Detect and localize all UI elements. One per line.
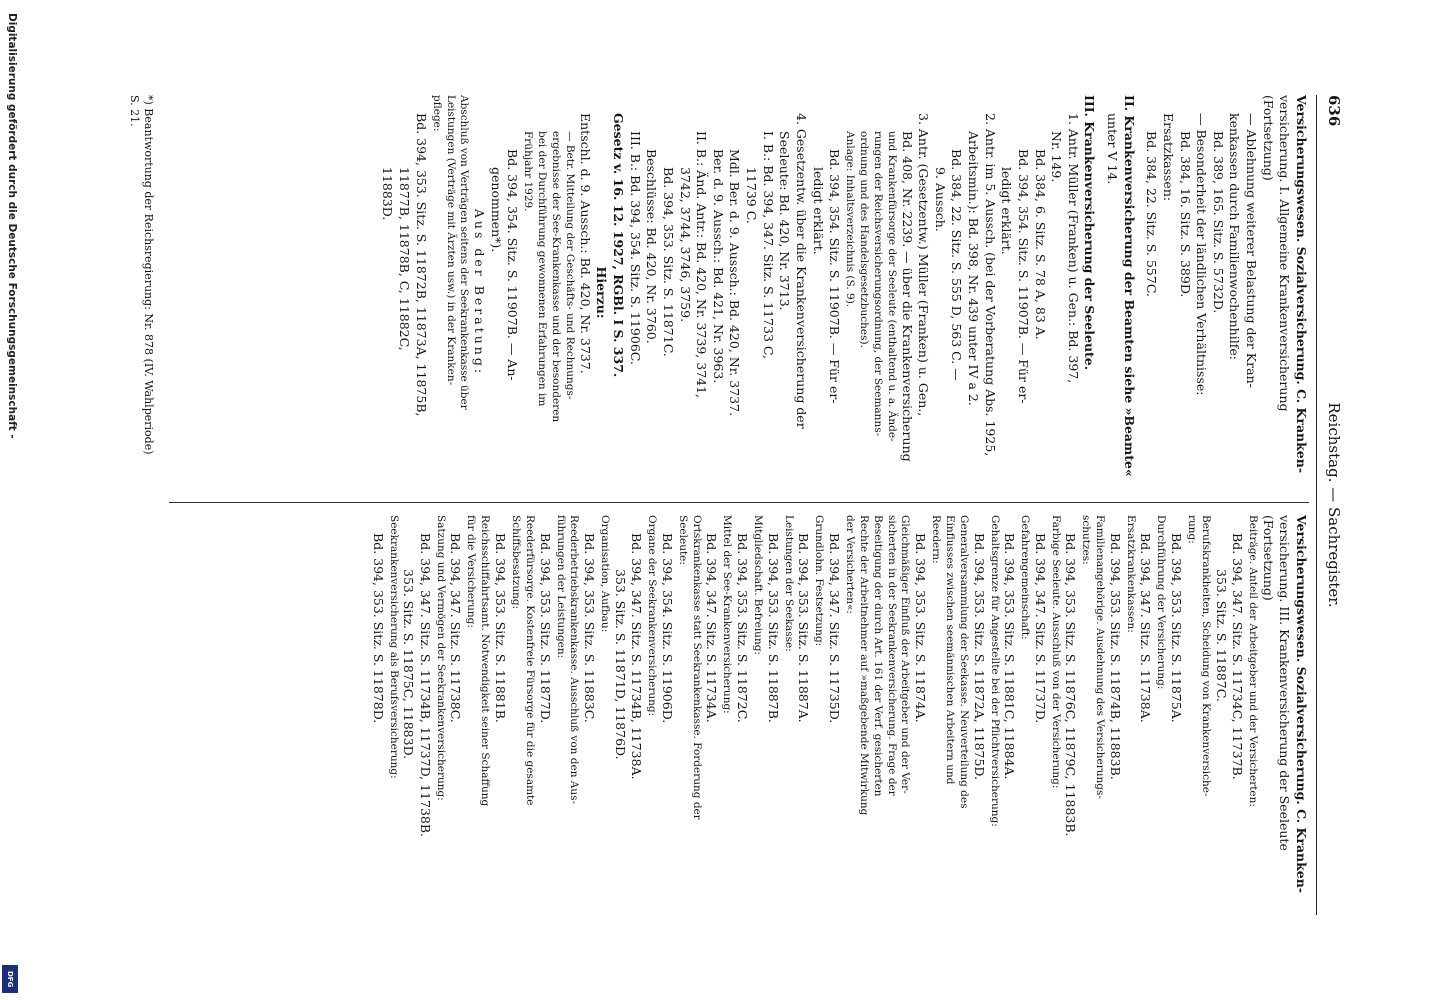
left-column-line: Bd. 384, 22. Sitz. S. 557C.: [1144, 131, 1160, 297]
left-column-line: 4. Gesetzentw. über die Krankenversicherung der: [793, 113, 809, 429]
left-column-line: Bd. 394, 354. Sitz. S. 11907B. — Für er-: [827, 149, 843, 404]
right-column-line: Generalversammlung der Seekasse. Neuverteilung des: [957, 515, 970, 809]
left-column-line: (Fortsetzung): [1260, 95, 1276, 181]
column-divider: [169, 502, 1309, 503]
left-column-line: Versicherungswesen. Sozialversicherung. C. Kranken-: [1294, 95, 1309, 474]
right-column-line: (Fortsetzung): [1260, 515, 1276, 601]
right-column-line: Bd. 394, 353. Sitz. S. 11887B.: [765, 533, 781, 723]
right-column-line: Ortskrankenkasse statt Seekrankenkasse. Forderung der: [690, 515, 703, 820]
right-column-line: Bd. 394, 353. Sitz. S. 11872A, 11875D.: [971, 533, 987, 780]
right-column-line: Einflusses zwischen seemännischen Arbeitern und: [944, 515, 957, 785]
header-rule: [1316, 95, 1317, 915]
right-column: [369, 515, 1309, 910]
right-column-line: Mitgliedschaft. Befreiung:: [751, 515, 764, 655]
right-column-line: Gehaltsgrenze für Angestellte bei der Pflichtversicherung:: [988, 515, 1001, 827]
right-column-line: für die Versicherung:: [465, 515, 478, 628]
left-column-line: Bd. 394, 354. Sitz. S. 11907B. — Für er-: [1016, 149, 1031, 404]
left-column-line: Anlage: Inhaltsverzeichnis (S. 9).: [844, 131, 857, 308]
right-column-line: Seeleute:: [676, 515, 689, 565]
right-column-line: Gleichmäßiger Einfluß der Arbeitgeber und der Ver-: [899, 515, 912, 794]
left-column-line: Frühjahr 1929.: [522, 131, 535, 212]
left-column-line: II. B.: Änd. Antr.: Bd. 420, Nr. 3739, 3741,: [694, 131, 710, 399]
left-column-line: Ersatzkassen:: [1161, 113, 1176, 202]
right-column-line: der Versicherten«:: [843, 515, 856, 614]
right-column-line: Gefahrengemeinschaft:: [1019, 515, 1032, 640]
left-column-line: III. Krankenversicherung der Seeleute.: [1082, 95, 1098, 371]
right-column-line: Farbige Seeleute. Ausschluß von der Versicherung:: [1049, 515, 1062, 789]
right-column-line: Leistungen der Seekasse:: [782, 515, 795, 652]
left-column-line: unter V 14.: [1105, 113, 1121, 185]
right-column-line: Bd. 394, 347. Sitz. S. 11734B, 11738A.: [629, 533, 645, 780]
right-column-line: Bd. 394, 347. Sitz. S. 11734C, 11737B.: [1230, 533, 1246, 780]
right-column-line: Reichsschiffahrtsamt. Notwendigkeit seiner Schaffung: [479, 515, 492, 807]
left-column-line: und Krankenfürsorge der Seeleute (enthaltend u. a. Ände-: [886, 131, 898, 442]
right-column-line: 353. Sitz. S. 11875C, 11883D.: [401, 569, 417, 760]
left-column-line: 9. Aussch.: [932, 167, 948, 232]
left-column-line: kenkassen durch Familienwochenhilfe:: [1227, 113, 1243, 360]
right-column-line: Satzung und Vermögen der Seekrankenversicherung:: [434, 515, 447, 801]
left-column-line: Gesetz v. 16. 12. 1927, RGBl. I S. 337.: [611, 113, 627, 378]
right-column-line: versicherung. III. Krankenversicherung der Seeleute: [1277, 515, 1293, 851]
footnote-line: S. 21.: [127, 95, 141, 127]
right-column-line: Bd. 394, 353. Sitz. S. 11874A.: [913, 533, 929, 723]
document-page: [103, 95, 1343, 915]
left-column-line: III. B.: Bd. 394, 354. Sitz. S. 11906C.: [627, 131, 643, 365]
left-column-line: 11877B, 11878B, C, 11882C,: [397, 167, 413, 351]
left-column-line: Bd. 384, 16. Sitz. S. 389D.: [1177, 131, 1193, 298]
left-column-line: 11739 C.: [744, 167, 760, 224]
right-column-line: Familienangehörige. Ausdehnung des Versicherungs-: [1094, 515, 1107, 799]
left-column-line: Bd. 389, 165. Sitz. S. 5732D.: [1210, 131, 1226, 314]
right-column-line: Bd. 394, 353. Sitz. S. 11881B.: [493, 533, 509, 723]
left-column-line: 2. Antr. im 5. Aussch. (bei der Vorberatung Abs. 1925,: [982, 113, 998, 457]
right-column-line: Organisation, Aufbau:: [599, 515, 612, 633]
left-column-line: Ber. d. 9. Aussch.: Bd. 421, Nr. 3963.: [710, 149, 726, 384]
left-column-line: versicherung. I. Allgemeine Krankenversicherung: [1277, 95, 1293, 412]
left-column-line: ordnung und des Handelsgesetzbuches).: [858, 131, 871, 348]
left-column-line: Bd. 394, 353. Sitz. S. 11872B, 11873A, 11875B,: [413, 113, 429, 417]
right-column-line: Berufskrankheiten, Scheidung von Krankenversiche-: [1199, 515, 1212, 797]
left-column-line: genommen*).: [488, 167, 504, 253]
left-column-line: I. B.: Bd. 394, 347. Sitz. S. 11733 C,: [760, 131, 776, 359]
left-column-line: II. Krankenversicherung der Beamten siehe »Beamte«: [1121, 95, 1137, 477]
running-header: Reichstag. — Sachregister.: [1325, 402, 1343, 608]
right-column-line: Bd. 394, 353. Sitz. S. 11875A.: [1169, 533, 1185, 723]
left-column-line: Bd. 384, 6. Sitz. S. 78 A, 83 A.: [1032, 149, 1048, 340]
left-column-line: Mdl. Ber. d. 9. Aussch.: Bd. 420, Nr. 3737.: [727, 149, 743, 417]
right-column-line: Mittel der See-Krankenversicherung:: [721, 515, 734, 714]
right-column-line: Bd. 394, 353. Sitz. S. 11874B, 11883B.: [1107, 533, 1123, 780]
left-column-line: 1. Antr. Müller (Franken) u. Gen.: Bd. 397,: [1065, 113, 1081, 384]
left-column-line: — Betr. Mitteilung der Geschäfts- und Rechnungs-: [564, 131, 577, 400]
right-column-line: Bd. 394, 353. Sitz. S. 11876C, 11879C, 11883B.: [1063, 533, 1079, 837]
right-column-line: Schiffsbesatzung:: [509, 515, 522, 610]
right-column-line: schutzes:: [1080, 515, 1093, 565]
right-column-line: Bd. 394, 353. Sitz. S. 11887A.: [796, 533, 812, 723]
right-column-line: Ersatzkrankenkassen:: [1124, 515, 1137, 633]
right-column-line: Bd. 394, 347. Sitz. S. 11738C.: [448, 533, 464, 723]
right-column-line: Bd. 394, 353. Sitz. S. 11872C.: [734, 533, 750, 723]
right-column-line: Bd. 394, 347. Sitz. S. 11734B, 11737D, 11738B.: [417, 533, 433, 838]
left-column-line: ledigt erklärt.: [810, 167, 826, 255]
right-column-line: Reederfürsorge. Kostenfreie Fürsorge für die gesamte: [523, 515, 536, 806]
right-column-line: Organe der Seekrankenversicherung:: [646, 515, 659, 717]
left-column-line: [1137, 95, 1143, 490]
footnote: [126, 95, 155, 490]
right-column-line: Reedern:: [930, 515, 943, 564]
left-column-line: bei der Durchführung gewonnenen Erfahrungen im: [536, 131, 549, 407]
right-column-line: Bd. 394, 353. Sitz. S. 11883C.: [582, 533, 598, 723]
left-column-line: Seeleute: Bd. 420, Nr. 3713.: [777, 131, 793, 311]
right-column-line: 353. Sitz. S. 11871D, 11876D.: [612, 569, 628, 760]
left-column-line: Entschl. d. 9. Aussch.: Bd. 420, Nr. 3737.: [577, 113, 593, 374]
right-column-line: Seekrankenversicherung als Berufsversicherung:: [387, 515, 400, 779]
left-column-line: ledigt erklärt.: [999, 167, 1015, 255]
page-number: 636: [1325, 95, 1343, 127]
right-column-line: Bd. 394, 353. Sitz. S. 11878D.: [370, 533, 386, 724]
dfg-logo: DFG: [2, 965, 18, 993]
right-column-line: Beiträge. Anteil der Arbeitgeber und der Versicherten:: [1247, 515, 1260, 807]
left-column-line: ergebnisse der See-Krankenkasse und der besonderen: [550, 131, 563, 423]
left-column-line: pflege:: [430, 95, 443, 132]
left-column-line: 3742, 3744, 3746, 3759.: [677, 167, 693, 323]
right-column-line: Reederbetriebskrankenkasse. Ausschluß von den Aus-: [568, 515, 581, 805]
left-column-line: Bd. 408, Nr. 2239. — über die Krankenversicherung: [899, 131, 915, 462]
left-column-line: rungen der Reichsversicherungsordnung, der Seemanns-: [872, 131, 885, 437]
right-column-line: führungen der Leistungen:: [554, 515, 567, 659]
right-column-line: Versicherungswesen. Sozialversicherung. C. Kranken-: [1294, 515, 1309, 894]
footnote-line: *) Beantwortung der Reichsregierung: Nr. 878 (IV. Wahlperiode): [142, 95, 155, 455]
right-column-line: Durchführung der Versicherung:: [1155, 515, 1168, 690]
left-column-line: Bd. 384, 22. Sitz. S. 555 D, 563 C. —: [949, 149, 965, 381]
right-column-line: Bd. 394, 353. Sitz. S. 11881C, 11884A.: [1002, 533, 1018, 780]
left-column: [379, 95, 1309, 490]
left-column-line: Leistungen (Verträge mit Ärzten usw.) in der Kranken-: [444, 95, 457, 386]
left-column-line: — Ablehnung weiterer Belastung der Kran-: [1244, 113, 1260, 388]
right-column-line: Bd. 394, 347. Sitz. S. 11735D.: [826, 533, 842, 724]
right-column-line: rung:: [1185, 515, 1198, 544]
right-column-line: Bd. 394, 347. Sitz. S. 11738A.: [1138, 533, 1154, 723]
left-column-line: — Besonderheit der ländlichen Verhältnisse:: [1194, 113, 1210, 396]
left-column-line: 3. Antr. (Gesetzentw.) Müller (Franken) u. Gen.,: [916, 113, 932, 417]
left-column-line: Beschlüsse: Bd. 420, Nr. 3760.: [644, 149, 660, 344]
right-column-line: Bd. 394, 354. Sitz. S. 11906D.: [659, 533, 675, 724]
left-column-line: Bd. 394, 353. Sitz. S. 11871C.: [660, 167, 676, 357]
credit-text: Digitalisierung gefördert durch die Deutsche Forschungsgemeinschaft -: [6, 13, 18, 439]
left-column-line: Arbeitsmin.): Bd. 398, Nr. 439 unter IV a 2.: [966, 131, 982, 406]
left-column-line: Aus der Beratung:: [472, 208, 488, 377]
right-column-line: Bd. 394, 347. Sitz. S. 11734A.: [704, 533, 720, 723]
digitization-credit: [6, 13, 18, 988]
right-column-line: Bd. 394, 353. Sitz. S. 11877D.: [537, 533, 553, 724]
left-column-line: Nr. 149.: [1049, 131, 1065, 183]
left-column-line: Hierzu:: [594, 266, 610, 319]
right-column-line: Rechte der Arbeitnehmer auf »maßgebende Mitwirkung: [857, 515, 870, 816]
right-column-line: Grundlohn. Festsetzung:: [813, 515, 826, 647]
right-column-line: sicherten in der Seekrankenversicherung. Frage der: [885, 515, 898, 796]
right-column-line: 353. Sitz. S. 11887C.: [1213, 569, 1229, 702]
right-column-line: Bd. 394, 347. Sitz. S. 11737D.: [1032, 533, 1048, 724]
left-column-line: 11883D.: [380, 167, 396, 221]
right-column-line: Beseitigung der durch Art. 161 der Verf. gesicherten: [871, 515, 884, 797]
left-column-line: Abschluß von Verträgen seitens der Seekrankenkasse über: [458, 95, 471, 410]
left-column-line: Bd. 394, 354. Sitz. S. 11907B. — An-: [505, 149, 521, 381]
